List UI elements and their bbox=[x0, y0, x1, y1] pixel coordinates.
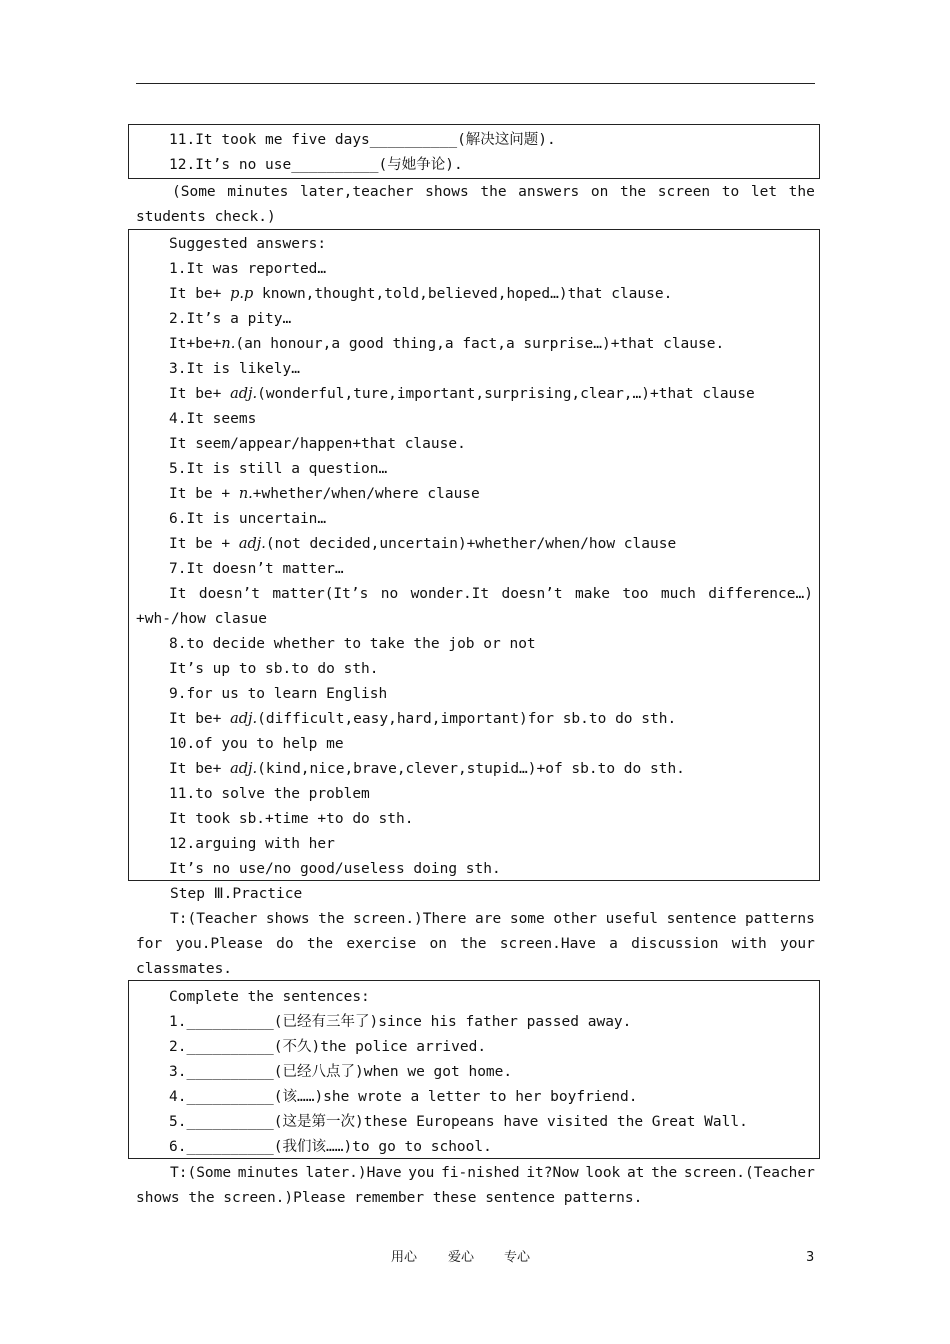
instruction-word: on bbox=[590, 184, 609, 200]
instruction-word: later,teacher bbox=[299, 184, 414, 200]
pattern-word: no bbox=[380, 586, 399, 602]
practice-word: you.Please bbox=[175, 936, 263, 952]
complete-sentences-box bbox=[128, 980, 820, 1159]
answer-10: 10.of you to help me bbox=[169, 736, 344, 752]
answer-12-pattern: It’s no use/no good/useless doing sth. bbox=[169, 861, 501, 877]
pattern-word: doesn’t bbox=[198, 586, 260, 602]
suggested-answers-box bbox=[128, 229, 820, 881]
closing-word: T:(Some bbox=[170, 1165, 232, 1181]
pattern-word: matter(It’s bbox=[272, 586, 369, 602]
answer-6-pattern: It be + adj.(not decided,uncertain)+whether/when/how clause bbox=[169, 536, 677, 552]
closing-line-1 bbox=[170, 1163, 815, 1183]
answer-9: 9.for us to learn English bbox=[169, 686, 388, 702]
answer-7-pattern-cont: +wh-/how clasue bbox=[136, 611, 267, 627]
practice-word: your bbox=[779, 936, 815, 952]
answer-5-pattern: It be + n.+whether/when/where clause bbox=[169, 486, 480, 502]
footer-motto-3: 专心 bbox=[504, 1250, 531, 1265]
answer-1: 1.It was reported… bbox=[169, 261, 327, 277]
answer-11: 11.to solve the problem bbox=[169, 786, 370, 802]
practice-word: the bbox=[460, 936, 487, 952]
practice-word: T:(Teacher bbox=[170, 911, 258, 927]
instruction-line-1 bbox=[172, 182, 815, 202]
instruction-word: the bbox=[788, 184, 815, 200]
instruction-line-2: students check.) bbox=[136, 209, 276, 225]
answer-3-pattern: It be+ adj.(wonderful,ture,important,surprising,clear,…)+that clause bbox=[169, 386, 755, 402]
exercise-sentence-2: 2.__________(不久)the police arrived. bbox=[169, 1039, 487, 1055]
answer-4-pattern: It seem/appear/happen+that clause. bbox=[169, 436, 466, 452]
practice-word: shows bbox=[265, 911, 310, 927]
answer-12: 12.arguing with her bbox=[169, 836, 335, 852]
instruction-word: (Some bbox=[172, 184, 216, 200]
pattern-word: make bbox=[575, 586, 610, 602]
practice-word: do bbox=[276, 936, 294, 952]
exercise-sentence-6: 6.__________(我们该……)to go to school. bbox=[169, 1139, 492, 1155]
closing-word: minutes bbox=[237, 1165, 299, 1181]
step-heading: Step Ⅲ.Practice bbox=[170, 886, 303, 902]
page-number: 3 bbox=[806, 1250, 815, 1265]
answer-7: 7.It doesn’t matter… bbox=[169, 561, 344, 577]
practice-word: useful bbox=[605, 911, 658, 927]
practice-word: with bbox=[731, 936, 767, 952]
practice-word: screen.)There bbox=[352, 911, 467, 927]
practice-word: for bbox=[136, 936, 163, 952]
instruction-word: to bbox=[721, 184, 740, 200]
practice-word: the bbox=[318, 911, 345, 927]
closing-word: at bbox=[626, 1165, 645, 1181]
pattern-word: too bbox=[622, 586, 649, 602]
practice-word: exercise bbox=[346, 936, 417, 952]
practice-word: discussion bbox=[631, 936, 719, 952]
closing-word: you bbox=[408, 1165, 435, 1181]
practice-line-2 bbox=[136, 934, 815, 954]
practice-word: sentence bbox=[666, 911, 737, 927]
answers-title: Suggested answers: bbox=[169, 236, 327, 252]
instruction-word: answers bbox=[518, 184, 580, 200]
closing-word: later.)Have bbox=[305, 1165, 402, 1181]
answer-8-pattern: It’s up to sb.to do sth. bbox=[169, 661, 379, 677]
instruction-word: let bbox=[750, 184, 778, 200]
exercise-box-continued bbox=[128, 124, 820, 179]
instruction-word: the bbox=[480, 184, 507, 200]
header-rule bbox=[136, 83, 815, 84]
exercise-title: Complete the sentences: bbox=[169, 989, 370, 1005]
answer-6: 6.It is uncertain… bbox=[169, 511, 327, 527]
practice-word: other bbox=[553, 911, 598, 927]
practice-word: a bbox=[609, 936, 618, 952]
instruction-word: the bbox=[619, 184, 647, 200]
exercise-sentence-4: 4.__________(该……)she wrote a letter to her boyfriend. bbox=[169, 1089, 638, 1105]
pattern-word: doesn’t bbox=[501, 586, 563, 602]
answer-4: 4.It seems bbox=[169, 411, 257, 427]
exercise-item-11: 11.It took me five days__________(解决这问题). bbox=[169, 132, 556, 148]
practice-word: patterns bbox=[745, 911, 815, 927]
exercise-sentence-3: 3.__________(已经八点了)when we got home. bbox=[169, 1064, 513, 1080]
pattern-word: wonder.It bbox=[410, 586, 490, 602]
practice-word: are bbox=[475, 911, 502, 927]
closing-word: screen.(Teacher bbox=[683, 1165, 815, 1181]
closing-word: the bbox=[651, 1165, 678, 1181]
practice-word: on bbox=[429, 936, 447, 952]
practice-word: screen.Have bbox=[499, 936, 596, 952]
exercise-item-12: 12.It’s no use__________(与她争论). bbox=[169, 157, 463, 173]
instruction-word: screen bbox=[657, 184, 711, 200]
practice-line-3: classmates. bbox=[136, 961, 233, 977]
answer-2-pattern: It+be+n.(an honour,a good thing,a fact,a surprise…)+that clause. bbox=[169, 336, 725, 352]
instruction-word: minutes bbox=[227, 184, 289, 200]
pattern-word: much bbox=[660, 586, 696, 602]
instruction-word: shows bbox=[425, 184, 469, 200]
answer-11-pattern: It took sb.+time +to do sth. bbox=[169, 811, 414, 827]
answer-3: 3.It is likely… bbox=[169, 361, 300, 377]
answer-7-pattern bbox=[169, 584, 813, 604]
answer-2: 2.It’s a pity… bbox=[169, 311, 292, 327]
practice-word: some bbox=[509, 911, 545, 927]
answer-9-pattern: It be+ adj.(difficult,easy,hard,important)for sb.to do sth. bbox=[169, 711, 677, 727]
closing-word: it?Now bbox=[526, 1165, 579, 1181]
exercise-sentence-1: 1.__________(已经有三年了)since his father passed away. bbox=[169, 1014, 632, 1030]
footer-motto-2: 爱心 bbox=[448, 1250, 475, 1265]
answer-8: 8.to decide whether to take the job or not bbox=[169, 636, 536, 652]
closing-word: fi-nished bbox=[441, 1165, 520, 1181]
closing-word: look bbox=[585, 1165, 621, 1181]
pattern-word: It bbox=[169, 586, 187, 602]
practice-line-1 bbox=[170, 909, 815, 929]
answer-1-pattern: It be+ p.p known,thought,told,believed,hoped…)that clause. bbox=[169, 286, 673, 302]
answer-5: 5.It is still a question… bbox=[169, 461, 388, 477]
footer-motto-1: 用心 bbox=[391, 1250, 418, 1265]
pattern-word: difference…) bbox=[708, 586, 813, 602]
exercise-sentence-5: 5.__________(这是第一次)these Europeans have visited the Great Wall. bbox=[169, 1114, 748, 1130]
practice-word: the bbox=[306, 936, 334, 952]
answer-10-pattern: It be+ adj.(kind,nice,brave,clever,stupid…)+of sb.to do sth. bbox=[169, 761, 685, 777]
closing-line-2: shows the screen.)Please remember these sentence patterns. bbox=[136, 1190, 643, 1206]
